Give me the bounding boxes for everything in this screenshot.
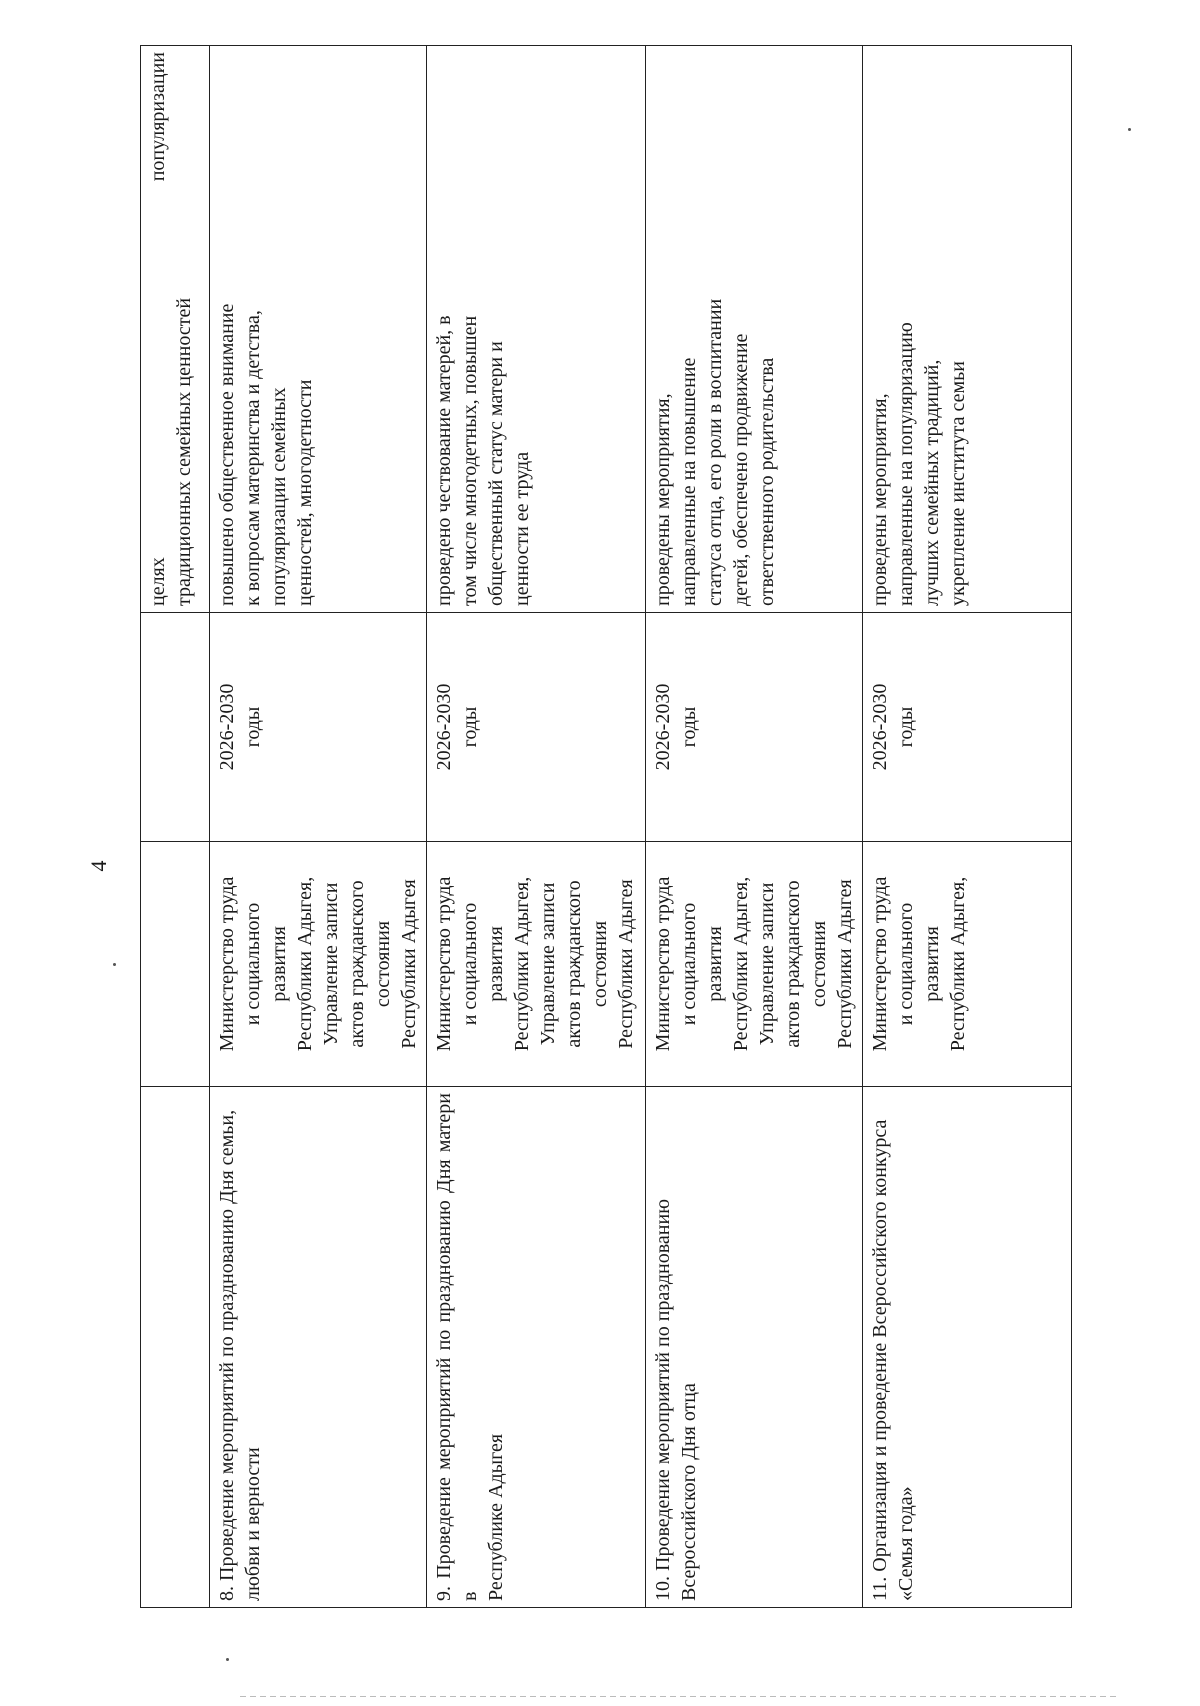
event-name-cell — [646, 1087, 863, 1608]
responsible-line: и социального — [242, 902, 264, 1026]
scan-speck — [226, 1658, 229, 1661]
event-name-cell — [863, 1087, 1072, 1608]
event-name-cell — [141, 1087, 210, 1608]
result-line: к вопросам материнства и детства, — [242, 310, 264, 606]
event-name-line: 9. Проведение мероприятий по празднованию Дня матери в — [433, 1093, 481, 1601]
result-line: ответственного родительства — [756, 357, 778, 606]
table-row — [210, 46, 427, 1608]
responsible-line: Министерство труда — [652, 876, 674, 1052]
responsible-line: развития — [921, 926, 943, 1002]
table-row — [646, 46, 863, 1608]
event-name-line: Республике Адыгея — [485, 1433, 507, 1601]
responsible-cell — [427, 842, 646, 1087]
responsible-line: и социального — [895, 902, 917, 1026]
responsible-line: состояния — [372, 920, 394, 1008]
responsible-line: развития — [268, 926, 290, 1002]
result-line: традиционных семейных ценностей — [173, 297, 195, 606]
event-name-line: 8. Проведение мероприятий по празднованию Дня семьи, — [216, 1109, 238, 1601]
result-line — [145, 52, 171, 606]
event-name-line: 10. Проведение мероприятий по празднованию — [652, 1198, 674, 1601]
responsible-line: Республики Адыгея — [615, 879, 637, 1049]
responsible-line: Республики Адыгея, — [730, 876, 752, 1052]
responsible-line: Республики Адыгея — [834, 879, 856, 1049]
term-cell — [646, 613, 863, 842]
term-line: годы — [242, 706, 264, 748]
table-row — [141, 46, 210, 1608]
result-line: направленные на популяризацию — [895, 322, 917, 606]
result-line: направленные на повышение — [678, 357, 700, 606]
term-line: годы — [678, 706, 700, 748]
term-line: годы — [895, 706, 917, 748]
responsible-line: Управление записи — [320, 882, 342, 1046]
term-cell — [210, 613, 427, 842]
event-name-line: Всероссийского Дня отца — [678, 1383, 700, 1601]
result-line: проведено чествование матерей, в — [433, 315, 455, 606]
result-line: статуса отца, его роли в воспитании — [704, 298, 726, 606]
event-name-line: любви и верности — [242, 1447, 264, 1601]
result-cell — [646, 46, 863, 613]
responsible-line: Министерство труда — [433, 876, 455, 1052]
scan-speck — [113, 963, 116, 966]
responsible-line: состояния — [808, 920, 830, 1008]
responsible-cell — [141, 842, 210, 1087]
page-number: 4 — [86, 860, 111, 872]
responsible-line: актов гражданского — [782, 880, 804, 1048]
events-table — [140, 45, 1072, 1608]
result-line: лучших семейных традиций, — [921, 359, 943, 606]
result-line: популяризации семейных — [268, 387, 290, 606]
result-line: ценностей, многодетности — [294, 379, 316, 606]
result-line: том числе многодетных, повышен — [459, 315, 481, 606]
scan-speck — [1128, 128, 1131, 131]
event-name-line: 11. Организация и проведение Всероссийского конкурса — [869, 1119, 891, 1601]
term-cell — [141, 613, 210, 842]
result-cell — [427, 46, 646, 613]
responsible-line: Республики Адыгея, — [947, 876, 969, 1052]
responsible-line: Министерство труда — [216, 876, 238, 1052]
responsible-line: и социального — [678, 902, 700, 1026]
table-row — [863, 46, 1072, 1608]
responsible-line: Республики Адыгея, — [294, 876, 316, 1052]
result-word: популяризации — [147, 52, 169, 182]
result-cell — [141, 46, 210, 613]
event-name-cell — [427, 1087, 646, 1608]
responsible-line: развития — [704, 926, 726, 1002]
result-word: целях — [147, 557, 169, 606]
result-line: проведены мероприятия, — [869, 393, 891, 606]
event-name-line: «Семья года» — [895, 1486, 917, 1601]
responsible-line: развития — [485, 926, 507, 1002]
responsible-line: актов гражданского — [346, 880, 368, 1048]
term-line: 2026-2030 — [652, 683, 674, 771]
result-cell — [210, 46, 427, 613]
term-line: 2026-2030 — [869, 683, 891, 771]
responsible-line: Управление записи — [756, 882, 778, 1046]
responsible-line: Министерство труда — [869, 876, 891, 1052]
rotated-page-content — [140, 52, 1060, 1608]
term-line: 2026-2030 — [433, 683, 455, 771]
responsible-cell — [646, 842, 863, 1087]
responsible-line: актов гражданского — [563, 880, 585, 1048]
result-line: проведены мероприятия, — [652, 393, 674, 606]
result-line: укрепление института семьи — [947, 361, 969, 606]
table-row — [427, 46, 646, 1608]
responsible-line: Управление записи — [537, 882, 559, 1046]
result-line: общественный статус матери и — [485, 341, 507, 606]
scan-edge-noise — [240, 1696, 1120, 1697]
term-cell — [863, 613, 1072, 842]
responsible-line: Республики Адыгея — [398, 879, 420, 1049]
responsible-cell — [863, 842, 1072, 1087]
responsible-line: Республики Адыгея, — [511, 876, 533, 1052]
term-line: годы — [459, 706, 481, 748]
term-line: 2026-2030 — [216, 683, 238, 771]
result-line: ценности ее труда — [511, 451, 533, 606]
result-line: детей, обеспечено продвижение — [730, 333, 752, 606]
responsible-line: состояния — [589, 920, 611, 1008]
term-cell — [427, 613, 646, 842]
result-line: повышено общественное внимание — [216, 303, 238, 606]
result-cell — [863, 46, 1072, 613]
responsible-line: и социального — [459, 902, 481, 1026]
responsible-cell — [210, 842, 427, 1087]
event-name-cell — [210, 1087, 427, 1608]
